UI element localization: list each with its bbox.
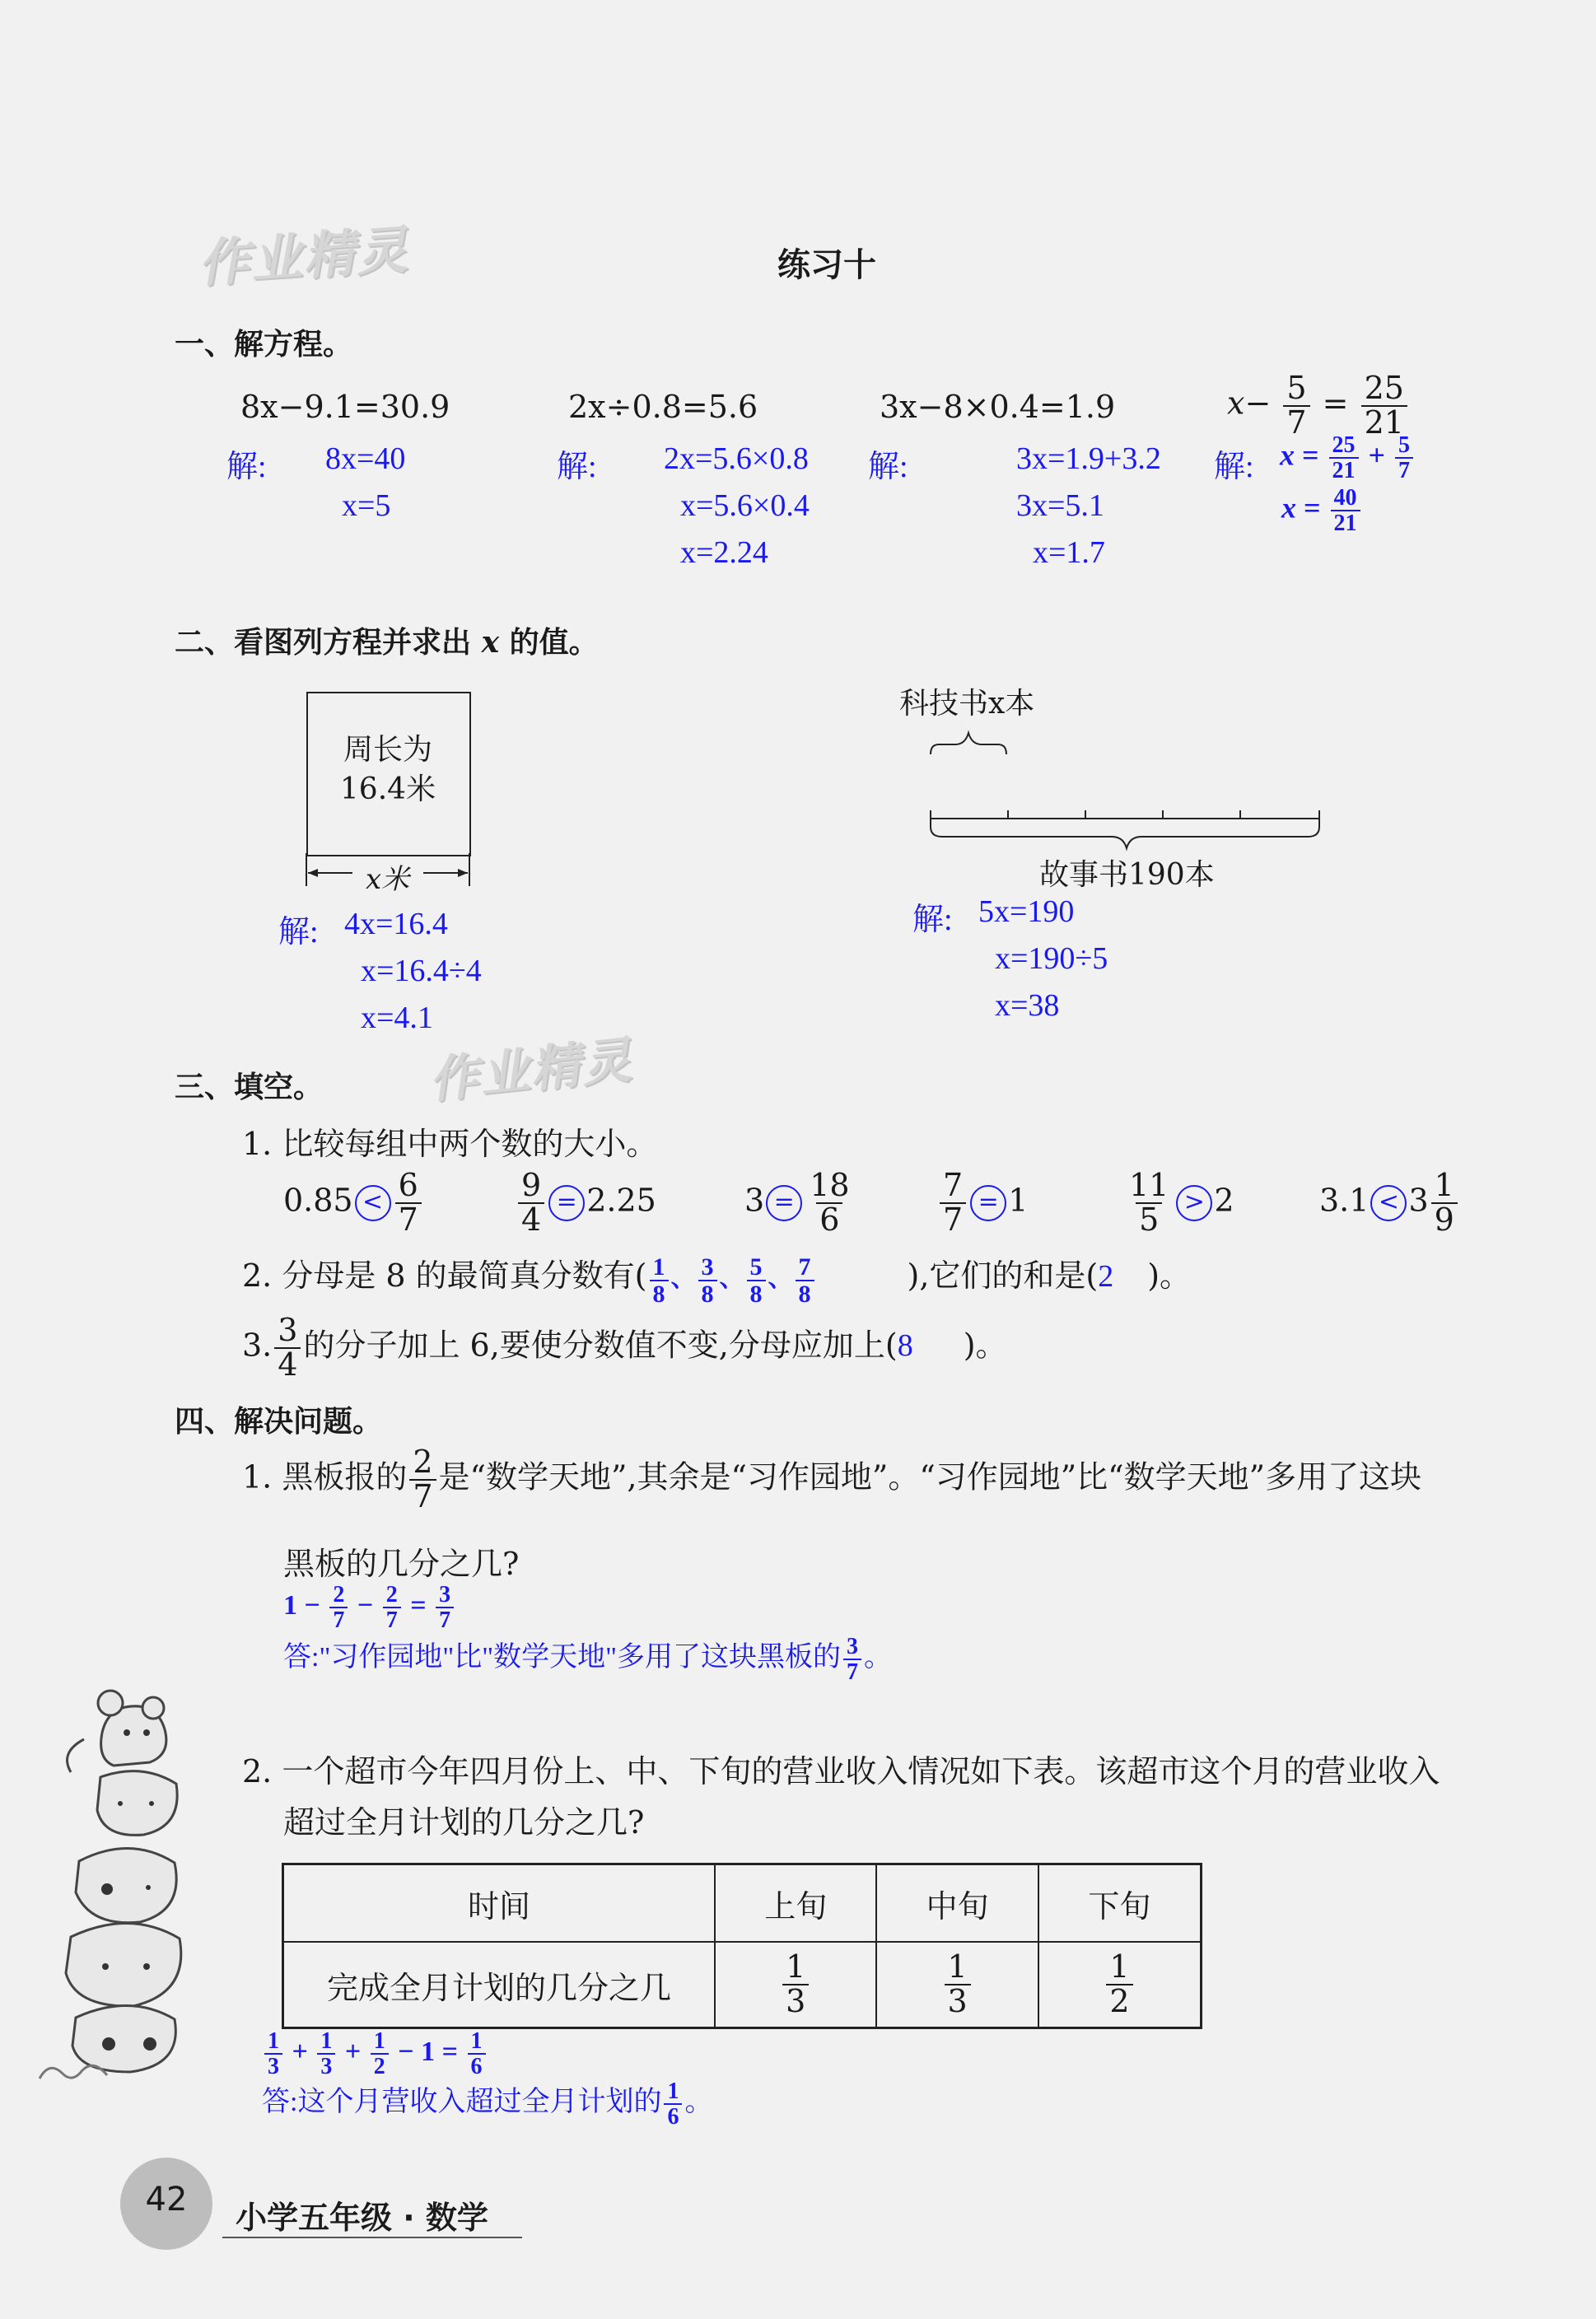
eq4-frac-den: 7 xyxy=(1283,405,1309,440)
cmp-6-left: 3.1 xyxy=(1319,1182,1370,1219)
p1-calc-minus-2: − xyxy=(357,1590,374,1621)
s4-p1-den: 7 xyxy=(409,1479,436,1514)
cmp-3-den: 6 xyxy=(816,1202,842,1237)
table-cell-middle xyxy=(876,1942,1038,2028)
q3-num: 3 xyxy=(278,1312,298,1348)
s4-p2-calc xyxy=(262,2029,488,2079)
p2-calc-rn: 1 xyxy=(470,2028,483,2054)
p1-calc-rd: 7 xyxy=(436,1607,454,1632)
eq4-sol-eq: = xyxy=(1302,438,1319,472)
cmp-1-answer: < xyxy=(355,1185,391,1221)
q2-frac-2-den: 8 xyxy=(698,1280,717,1308)
eq4-equals: = xyxy=(1322,385,1349,422)
cell-late-num: 1 xyxy=(1109,1948,1130,1985)
cmp-5 xyxy=(1123,1169,1234,1237)
table-header-time: 时间 xyxy=(283,1864,716,1943)
cmp-5-num: 11 xyxy=(1129,1167,1169,1203)
eq4-sol-plus: + xyxy=(1368,438,1386,472)
s4-p1-b: 是“数学天地”,其余是“习作园地”。“习作园地”比“数学天地”多用了这块 xyxy=(438,1458,1422,1495)
p1-ans-end: 。 xyxy=(863,1642,892,1673)
s3-q1: 1. 比较每组中两个数的大小。 xyxy=(242,1126,658,1162)
eq2-line-2: x=5.6×0.4 xyxy=(680,488,810,523)
cmp-5-right: 2 xyxy=(1214,1182,1234,1219)
cmp-1-num: 6 xyxy=(398,1167,418,1203)
s3-q3 xyxy=(242,1314,1007,1382)
q2-frac-3-den: 8 xyxy=(747,1280,766,1308)
s3-q2-answer: 2 xyxy=(1098,1259,1114,1294)
s2-right-line-3: x=38 xyxy=(995,988,1060,1023)
s2-left-line-3: x=4.1 xyxy=(361,1001,433,1035)
p2-ans-num: 1 xyxy=(667,2078,679,2104)
page-number: 42 xyxy=(145,2181,188,2219)
eq3-line-1: 3x=1.9+3.2 xyxy=(1016,441,1161,476)
s2-left-line-2: x=16.4÷4 xyxy=(361,954,482,988)
cmp-4-den: 7 xyxy=(940,1202,966,1237)
section-2-heading-x: x xyxy=(481,625,500,660)
cell-early-den: 3 xyxy=(782,1984,809,2018)
s2-right-label: 解: xyxy=(912,903,953,937)
section-3-heading: 三、填空。 xyxy=(175,1071,324,1104)
s3-q2-end: )。 xyxy=(1147,1257,1192,1294)
table-cell-early xyxy=(715,1942,876,2028)
p2-ans-end: 。 xyxy=(684,2087,713,2117)
p2-calc-n3: 1 xyxy=(373,2028,385,2054)
table-row xyxy=(283,1942,1202,2028)
square-label-1: 周长为 xyxy=(343,733,432,767)
q3-den: 4 xyxy=(274,1347,301,1382)
p2-ans-den: 6 xyxy=(664,2103,682,2129)
cmp-4-answer: = xyxy=(970,1185,1006,1221)
eq2-solve-label: 解: xyxy=(557,450,597,484)
watermark-middle: 作业精灵 xyxy=(426,1031,636,1110)
q2-sep-1: 、 xyxy=(670,1265,696,1292)
p1-ans-num: 3 xyxy=(846,1633,858,1659)
s2-left-label: 解: xyxy=(278,915,319,950)
eq4-solve-label: 解: xyxy=(1214,450,1254,484)
cmp-2-answer: = xyxy=(548,1185,585,1221)
q2-frac-3-num: 5 xyxy=(749,1253,763,1281)
book-segment-diagram xyxy=(922,728,1334,852)
cmp-2-num: 9 xyxy=(521,1167,542,1203)
s4-p1-num: 2 xyxy=(413,1444,433,1480)
s4-p2-line-2: 超过全月计划的几分之几? xyxy=(283,1804,645,1841)
s4-p1-line-1 xyxy=(242,1446,1421,1514)
cmp-4-num: 7 xyxy=(943,1167,964,1203)
eq1-solve-label: 解: xyxy=(226,450,267,484)
section-2-heading-text: 二、看图列方程并求出 xyxy=(175,626,472,660)
eq4-sol2-eq: = xyxy=(1304,491,1321,525)
q2-frac-1-den: 8 xyxy=(650,1280,669,1308)
eq3-line-2: 3x=5.1 xyxy=(1016,488,1104,523)
s4-p2-answer xyxy=(262,2079,712,2130)
eq4-sol2-d: 21 xyxy=(1331,510,1360,535)
p1-calc-one: 1 xyxy=(283,1590,297,1621)
eq3-solve-label: 解: xyxy=(868,450,908,484)
p2-calc-d2: 3 xyxy=(317,2053,335,2079)
s3-q2 xyxy=(242,1250,1191,1308)
eq2-line-3: x=2.24 xyxy=(680,535,768,570)
eq4-sol-n1: 25 xyxy=(1332,432,1356,458)
table-header-late: 下旬 xyxy=(1038,1864,1202,1943)
s4-p1-answer xyxy=(283,1634,892,1685)
s2-right-line-2: x=190÷5 xyxy=(995,941,1108,976)
s3-q3-text: 的分子加上 6,要使分数值不变,分母应加上( xyxy=(303,1327,898,1364)
q2-frac-2-num: 3 xyxy=(701,1253,714,1281)
eq2-line-1: 2x=5.6×0.8 xyxy=(664,441,809,476)
p1-calc-d2: 7 xyxy=(383,1607,401,1632)
q2-sep-2: 、 xyxy=(719,1265,744,1292)
cmp-3-answer: = xyxy=(766,1185,802,1221)
q2-frac-4-den: 8 xyxy=(796,1280,814,1308)
p1-calc-n2: 2 xyxy=(385,1582,398,1607)
s3-q3-prefix: 3. xyxy=(242,1327,273,1364)
cmp-3-left: 3 xyxy=(744,1182,765,1219)
eq4-sol2-n: 40 xyxy=(1333,485,1357,511)
cmp-3 xyxy=(744,1169,856,1237)
eq4-sol-n2: 5 xyxy=(1398,432,1411,458)
section-4-heading: 四、解决问题。 xyxy=(175,1405,383,1439)
cmp-4 xyxy=(937,1169,1028,1237)
cmp-3-num: 18 xyxy=(810,1167,850,1203)
square-label-2: 16.4米 xyxy=(339,772,436,806)
s3-q3-answer: 8 xyxy=(897,1328,913,1364)
table-row-label: 完成全月计划的几分之几 xyxy=(283,1942,716,2028)
eq3-line-3: x=1.7 xyxy=(1033,535,1105,570)
eq4-problem xyxy=(1227,372,1410,440)
section-2-heading-tail: 的值。 xyxy=(509,626,599,660)
section-1-heading: 一、解方程。 xyxy=(175,328,353,362)
s4-p1-calc xyxy=(283,1583,456,1633)
eq4-rhs-num: 25 xyxy=(1364,370,1404,406)
cmp-2 xyxy=(516,1169,656,1237)
p2-calc-rd: 6 xyxy=(468,2053,486,2079)
p2-calc-plus-1: + xyxy=(292,2037,308,2068)
eq4-rhs-den: 21 xyxy=(1361,405,1407,440)
eq4-minus: − xyxy=(1244,385,1272,422)
cmp-5-answer: > xyxy=(1176,1185,1212,1221)
q2-frac-4-num: 7 xyxy=(798,1253,811,1281)
s4-p1-a: 1. 黑板报的 xyxy=(242,1458,408,1495)
tech-book-label: 科技书x本 xyxy=(899,687,1035,721)
eq1-line-2: x=5 xyxy=(342,488,391,523)
q2-frac-1-num: 1 xyxy=(652,1253,665,1281)
s3-q2-middle: ),它们的和是( xyxy=(907,1257,1099,1294)
s4-p2-line-1: 2. 一个超市今年四月份上、中、下旬的营业收入情况如下表。该超市这个月的营业收入 xyxy=(242,1753,1440,1789)
cell-middle-num: 1 xyxy=(947,1948,968,1985)
p1-ans-text: 答:"习作园地"比"数学天地"多用了这块黑板的 xyxy=(283,1642,841,1673)
p1-calc-minus-1: − xyxy=(304,1590,320,1621)
p1-calc-d1: 7 xyxy=(329,1607,348,1632)
eq4-x: x xyxy=(1227,385,1245,422)
mascot-cats-illustration xyxy=(51,1687,183,2074)
cmp-6-answer: < xyxy=(1370,1185,1407,1221)
s2-right-line-1: 5x=190 xyxy=(978,894,1075,929)
cell-middle-den: 3 xyxy=(945,1984,971,2018)
p2-calc-one: 1 xyxy=(421,2037,436,2068)
q2-sep-3: 、 xyxy=(768,1265,793,1292)
table-header-row xyxy=(283,1864,1202,1943)
cmp-1-den: 7 xyxy=(395,1202,422,1237)
book-title: 小学五年级 · 数学 xyxy=(236,2200,488,2236)
cell-late-den: 2 xyxy=(1106,1984,1132,2018)
eq4-line-1 xyxy=(1280,433,1416,483)
eq4-frac-num: 5 xyxy=(1286,370,1307,406)
p2-ans-text: 答:这个月营收入超过全月计划的 xyxy=(262,2087,662,2117)
s3-q3-end: )。 xyxy=(963,1327,1007,1364)
s4-p1-line-2: 黑板的几分之几? xyxy=(283,1546,520,1582)
s2-left-line-1: 4x=16.4 xyxy=(344,907,448,941)
cmp-4-right: 1 xyxy=(1008,1182,1029,1219)
eq4-sol-d2: 7 xyxy=(1395,457,1413,483)
cmp-6-whole: 3 xyxy=(1408,1182,1429,1219)
revenue-table xyxy=(282,1863,1202,2029)
cmp-2-right: 2.25 xyxy=(586,1182,656,1219)
page-title: 练习十 xyxy=(777,246,876,284)
eq1-problem: 8x−9.1=30.9 xyxy=(240,389,450,425)
table-header-early: 上旬 xyxy=(715,1864,876,1943)
p1-calc-eq: = xyxy=(410,1590,427,1621)
p2-calc-plus-2: + xyxy=(344,2037,362,2068)
story-book-label: 故事书190本 xyxy=(1039,858,1215,892)
cmp-6 xyxy=(1319,1169,1460,1237)
p2-calc-minus: − xyxy=(398,2037,414,2068)
paw-scribble-icon xyxy=(33,2055,124,2088)
p2-calc-d1: 3 xyxy=(264,2053,282,2079)
p1-ans-den: 7 xyxy=(843,1659,861,1684)
eq4-sol-x: x xyxy=(1280,438,1295,472)
cmp-1-left: 0.85 xyxy=(283,1182,353,1219)
s3-q2-prefix: 2. 分母是 8 的最简真分数有( xyxy=(242,1257,647,1294)
p2-calc-d3: 2 xyxy=(371,2053,389,2079)
p1-calc-n1: 2 xyxy=(333,1582,345,1607)
cmp-5-den: 5 xyxy=(1136,1202,1162,1237)
cmp-2-den: 4 xyxy=(518,1202,544,1237)
table-cell-late xyxy=(1038,1942,1202,2028)
square-dimension-label: x米 xyxy=(362,856,413,897)
p2-calc-eq: = xyxy=(441,2037,458,2068)
cmp-6-num: 1 xyxy=(1434,1167,1454,1203)
eq3-problem: 3x−8×0.4=1.9 xyxy=(880,389,1116,425)
eq4-line-2 xyxy=(1281,486,1363,536)
eq2-problem: 2x÷0.8=5.6 xyxy=(568,389,758,425)
cell-early-num: 1 xyxy=(786,1948,806,1985)
eq1-line-1: 8x=40 xyxy=(325,441,406,476)
section-2-heading xyxy=(175,619,599,661)
eq4-sol2-x: x xyxy=(1281,491,1296,525)
eq4-sol-d1: 21 xyxy=(1329,457,1359,483)
cmp-6-den: 9 xyxy=(1431,1202,1458,1237)
p1-calc-rn: 3 xyxy=(439,1582,451,1607)
footer-rule xyxy=(222,2237,522,2238)
p2-calc-n1: 1 xyxy=(268,2028,279,2054)
watermark-top: 作业精灵 xyxy=(196,219,411,294)
cmp-1 xyxy=(283,1169,424,1237)
table-header-middle: 中旬 xyxy=(876,1864,1038,1943)
p2-calc-n2: 1 xyxy=(320,2028,333,2054)
